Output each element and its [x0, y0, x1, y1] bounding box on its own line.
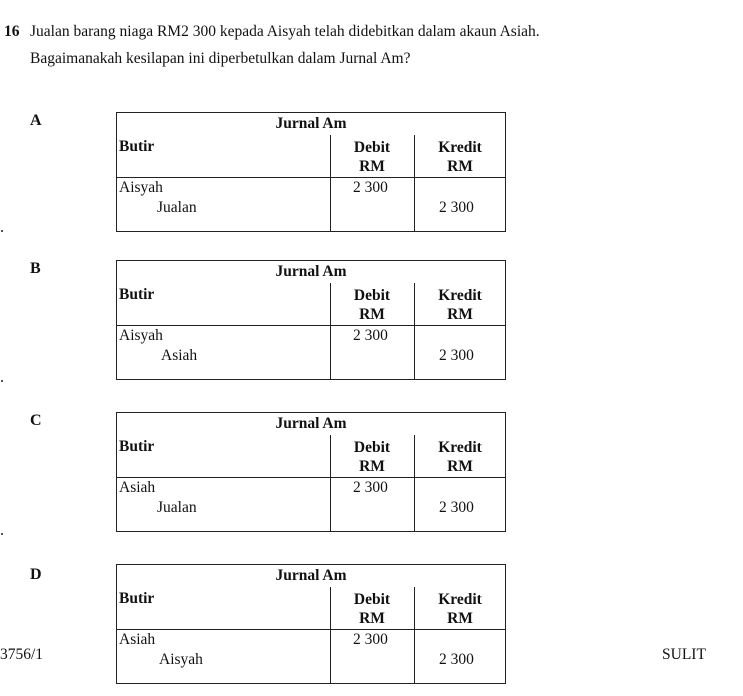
debit-amount: 2 300 [353, 631, 388, 648]
option-letter-c: C [30, 412, 42, 429]
header-butir: Butir [119, 138, 155, 155]
journal-title: Jurnal Am [275, 567, 347, 584]
credit-account: Jualan [157, 499, 197, 516]
debit-account: Asiah [119, 631, 156, 648]
question-number: 16 [4, 23, 20, 40]
header-divider [117, 325, 505, 326]
header-kredit: Kredit RM [438, 287, 482, 323]
header-divider [117, 177, 505, 178]
header-debit: Debit RM [353, 591, 391, 627]
margin-mark [1, 533, 3, 535]
debit-amount: 2 300 [353, 179, 388, 196]
debit-account: Asiah [119, 479, 156, 496]
classification-label: SULIT [662, 646, 706, 663]
margin-mark [1, 380, 3, 382]
question-text-line2: Bagaimanakah kesilapan ini diperbetulkan dalam Jurnal Am? [30, 50, 411, 67]
header-kredit: Kredit RM [438, 139, 482, 175]
paper-code: 3756/1 [0, 646, 44, 663]
header-debit: Debit RM [353, 439, 391, 475]
debit-amount: 2 300 [353, 479, 388, 496]
margin-mark [1, 230, 3, 232]
journal-table-a [116, 112, 506, 232]
question-text-line1: Jualan barang niaga RM2 300 kepada Aisyah telah didebitkan dalam akaun Asiah. [30, 23, 540, 40]
header-kredit: Kredit RM [438, 439, 482, 475]
header-butir: Butir [119, 286, 155, 303]
journal-title: Jurnal Am [275, 263, 347, 280]
credit-account: Aisyah [159, 651, 203, 668]
option-letter-a: A [30, 112, 42, 129]
credit-amount: 2 300 [439, 347, 474, 364]
header-debit: Debit RM [353, 139, 391, 175]
credit-account: Asiah [161, 347, 198, 364]
header-debit: Debit RM [353, 287, 391, 323]
option-letter-d: D [30, 566, 42, 583]
credit-amount: 2 300 [439, 499, 474, 516]
header-kredit: Kredit RM [438, 591, 482, 627]
header-butir: Butir [119, 438, 155, 455]
option-letter-b: B [30, 260, 41, 277]
header-butir: Butir [119, 590, 155, 607]
journal-table-c [116, 412, 506, 532]
credit-amount: 2 300 [439, 651, 474, 668]
debit-account: Aisyah [119, 327, 163, 344]
header-divider [117, 477, 505, 478]
header-divider [117, 629, 505, 630]
debit-account: Aisyah [119, 179, 163, 196]
debit-amount: 2 300 [353, 327, 388, 344]
journal-table-d [116, 564, 506, 684]
credit-amount: 2 300 [439, 199, 474, 216]
credit-account: Jualan [157, 199, 197, 216]
journal-table-b [116, 260, 506, 380]
journal-title: Jurnal Am [275, 115, 347, 132]
journal-title: Jurnal Am [275, 415, 347, 432]
